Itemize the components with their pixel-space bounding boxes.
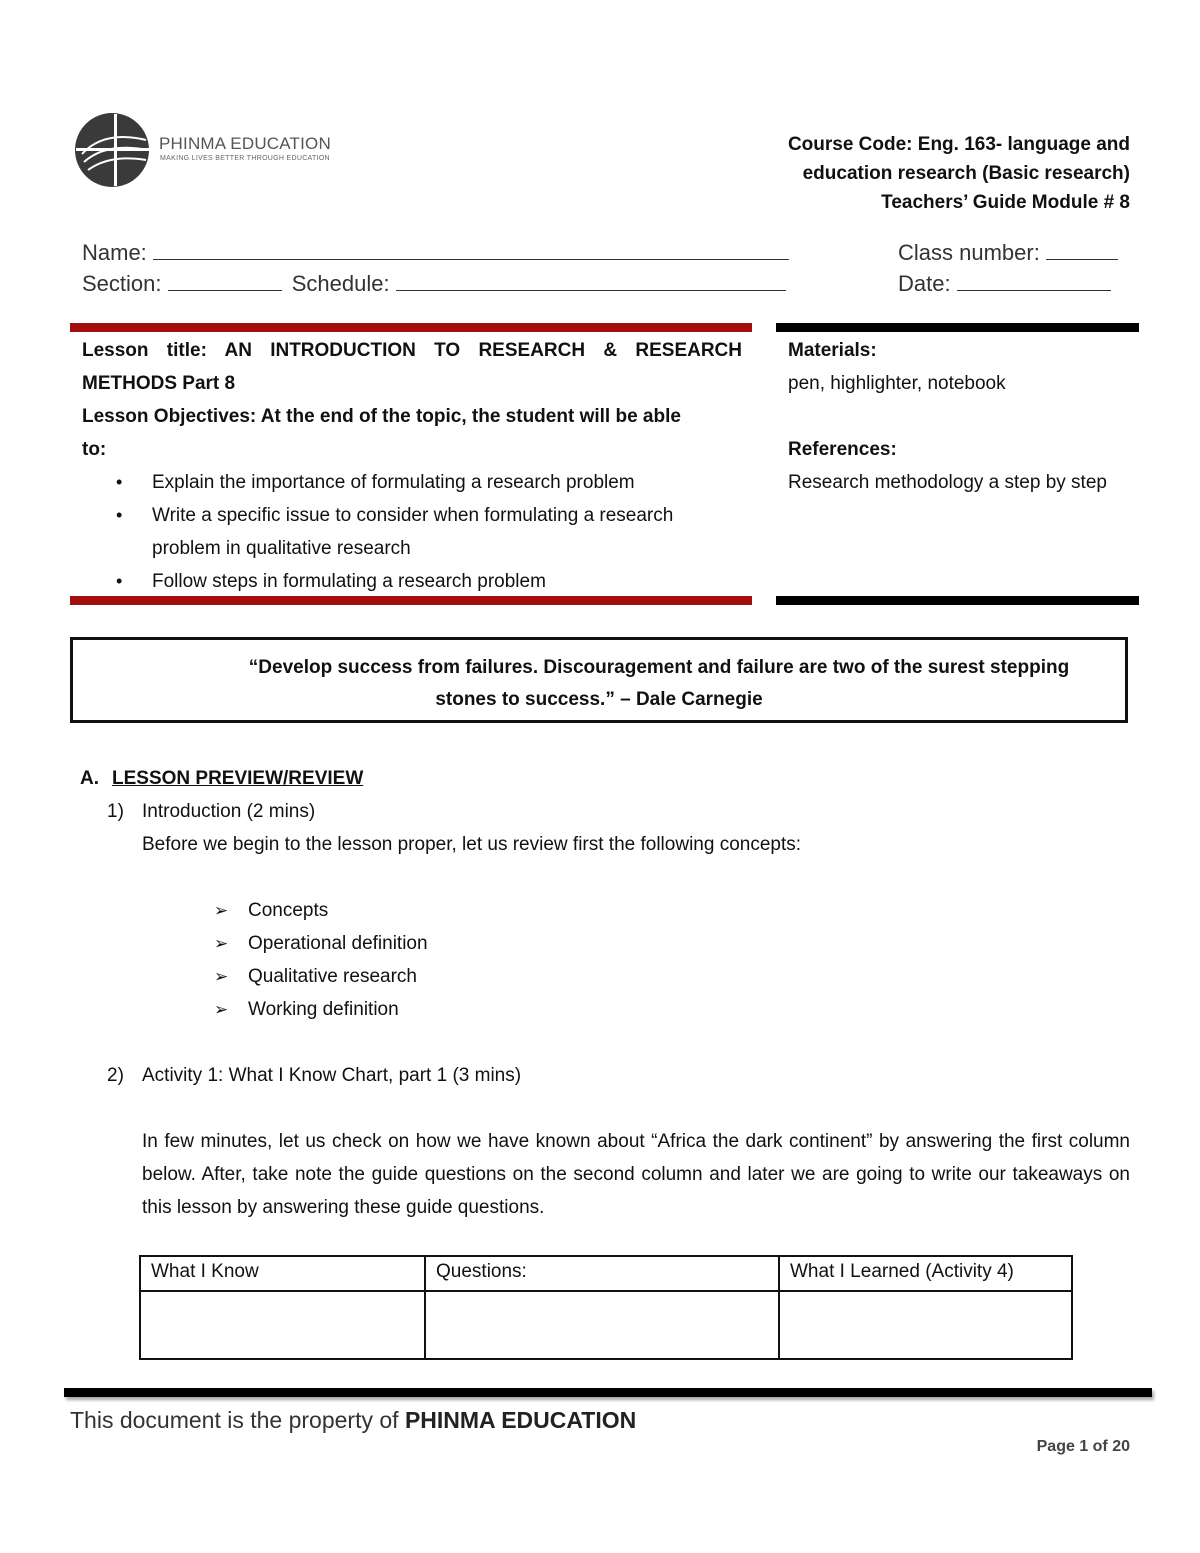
materials-value: pen, highlighter, notebook bbox=[788, 373, 1006, 394]
lesson-top-rule bbox=[70, 323, 752, 332]
name-field[interactable] bbox=[82, 240, 789, 266]
concept-item: ➢ Qualitative research bbox=[248, 960, 1140, 993]
schedule-blank[interactable] bbox=[396, 272, 786, 291]
materials-top-rule bbox=[776, 323, 1139, 332]
item-activity-1 bbox=[80, 1059, 1140, 1092]
concept-item: ➢ Concepts bbox=[248, 894, 1140, 927]
name-blank[interactable] bbox=[153, 241, 789, 260]
section-lesson-preview bbox=[80, 762, 1140, 1224]
objective-item: • Explain the importance of formulating a research problem bbox=[152, 466, 742, 499]
date-label: Date: bbox=[898, 271, 951, 296]
objective-item: • Write a specific issue to consider when formulating a research problem in qualitative research bbox=[152, 499, 742, 565]
footer-prefix: This document is the property of bbox=[70, 1407, 405, 1433]
class-number-field[interactable] bbox=[898, 240, 1118, 266]
quote-box bbox=[70, 637, 1128, 723]
table-row bbox=[140, 1291, 1072, 1359]
quote-line1: “Develop success from failures. Discouragement and failure are two of the surest stepping bbox=[248, 657, 1070, 678]
course-code-line: Course Code: Eng. 163- language and bbox=[787, 134, 1130, 155]
concept-item: ➢ Operational definition bbox=[248, 927, 1140, 960]
logo-title: PHINMA EDUCATION bbox=[159, 134, 331, 153]
what-i-know-chart bbox=[139, 1255, 1073, 1360]
page-number: Page 1 of 20 bbox=[1036, 1438, 1130, 1455]
lesson-title-line2: METHODS Part 8 bbox=[82, 373, 236, 394]
logo-emblem-icon bbox=[74, 110, 154, 190]
references-label: References: bbox=[788, 439, 897, 460]
materials-references bbox=[788, 334, 1128, 499]
section-blank[interactable] bbox=[168, 272, 282, 291]
objectives-line1: Lesson Objectives: At the end of the topic, the student will be able bbox=[82, 406, 681, 427]
item-number: 2) bbox=[107, 1065, 124, 1086]
table-header-row bbox=[140, 1256, 1072, 1291]
concept-item: ➢ Working definition bbox=[248, 993, 1140, 1026]
item-title: Introduction (2 mins) bbox=[142, 801, 316, 822]
section-heading bbox=[80, 762, 1140, 795]
section-letter: A. bbox=[80, 768, 99, 789]
header-what-i-know: What I Know bbox=[140, 1256, 425, 1291]
module-line: Teachers’ Guide Module # 8 bbox=[881, 192, 1130, 213]
cell-what-i-learned[interactable] bbox=[779, 1291, 1072, 1359]
name-label: Name: bbox=[82, 240, 147, 265]
cell-what-i-know[interactable] bbox=[140, 1291, 425, 1359]
course-info bbox=[788, 130, 1130, 217]
section-field[interactable] bbox=[82, 271, 786, 297]
objectives-line2: to: bbox=[82, 439, 107, 460]
materials-label: Materials: bbox=[788, 340, 877, 361]
class-number-blank[interactable] bbox=[1046, 241, 1118, 260]
item-title: Activity 1: What I Know Chart, part 1 (3 mins) bbox=[142, 1065, 522, 1086]
footer-company: PHINMA EDUCATION bbox=[404, 1407, 637, 1433]
section-label: Section: bbox=[82, 271, 162, 296]
references-value: Research methodology a step by step bbox=[788, 472, 1107, 493]
cell-questions[interactable] bbox=[425, 1291, 779, 1359]
objective-item: • Follow steps in formulating a research problem bbox=[152, 565, 742, 598]
materials-bottom-rule bbox=[776, 596, 1139, 605]
date-blank[interactable] bbox=[957, 272, 1111, 291]
schedule-label: Schedule: bbox=[291, 271, 390, 296]
footer-property-notice bbox=[70, 1407, 636, 1434]
logo-subtitle: MAKING LIVES BETTER THROUGH EDUCATION bbox=[160, 155, 330, 162]
header-questions: Questions: bbox=[425, 1256, 779, 1291]
header-what-i-learned: What I Learned (Activity 4) bbox=[779, 1256, 1072, 1291]
section-title: LESSON PREVIEW/REVIEW bbox=[112, 768, 364, 789]
course-subject-line: education research (Basic research) bbox=[802, 163, 1130, 184]
quote-line2: stones to success.” – Dale Carnegie bbox=[435, 689, 763, 710]
date-field[interactable] bbox=[898, 271, 1111, 297]
class-number-label: Class number: bbox=[898, 240, 1040, 265]
item-number: 1) bbox=[107, 801, 124, 822]
objectives-list bbox=[82, 466, 742, 598]
intro-text: Before we begin to the lesson proper, let us review first the following concepts: bbox=[142, 834, 802, 855]
concepts-list bbox=[80, 894, 1140, 1026]
footer-rule bbox=[64, 1388, 1152, 1397]
activity-instructions: In few minutes, let us check on how we have known about “Africa the dark continent” by answering the first column below. After, take note the guide questions on the second column and later we are going to write our takeaways on this lesson by answering these guide questions. bbox=[142, 1131, 1130, 1218]
item-introduction bbox=[80, 795, 1140, 828]
phinma-logo bbox=[74, 110, 334, 190]
lesson-details bbox=[82, 334, 742, 598]
lesson-title-line1: Lesson title: AN INTRODUCTION TO RESEARCH & RESEARCH bbox=[82, 340, 742, 361]
